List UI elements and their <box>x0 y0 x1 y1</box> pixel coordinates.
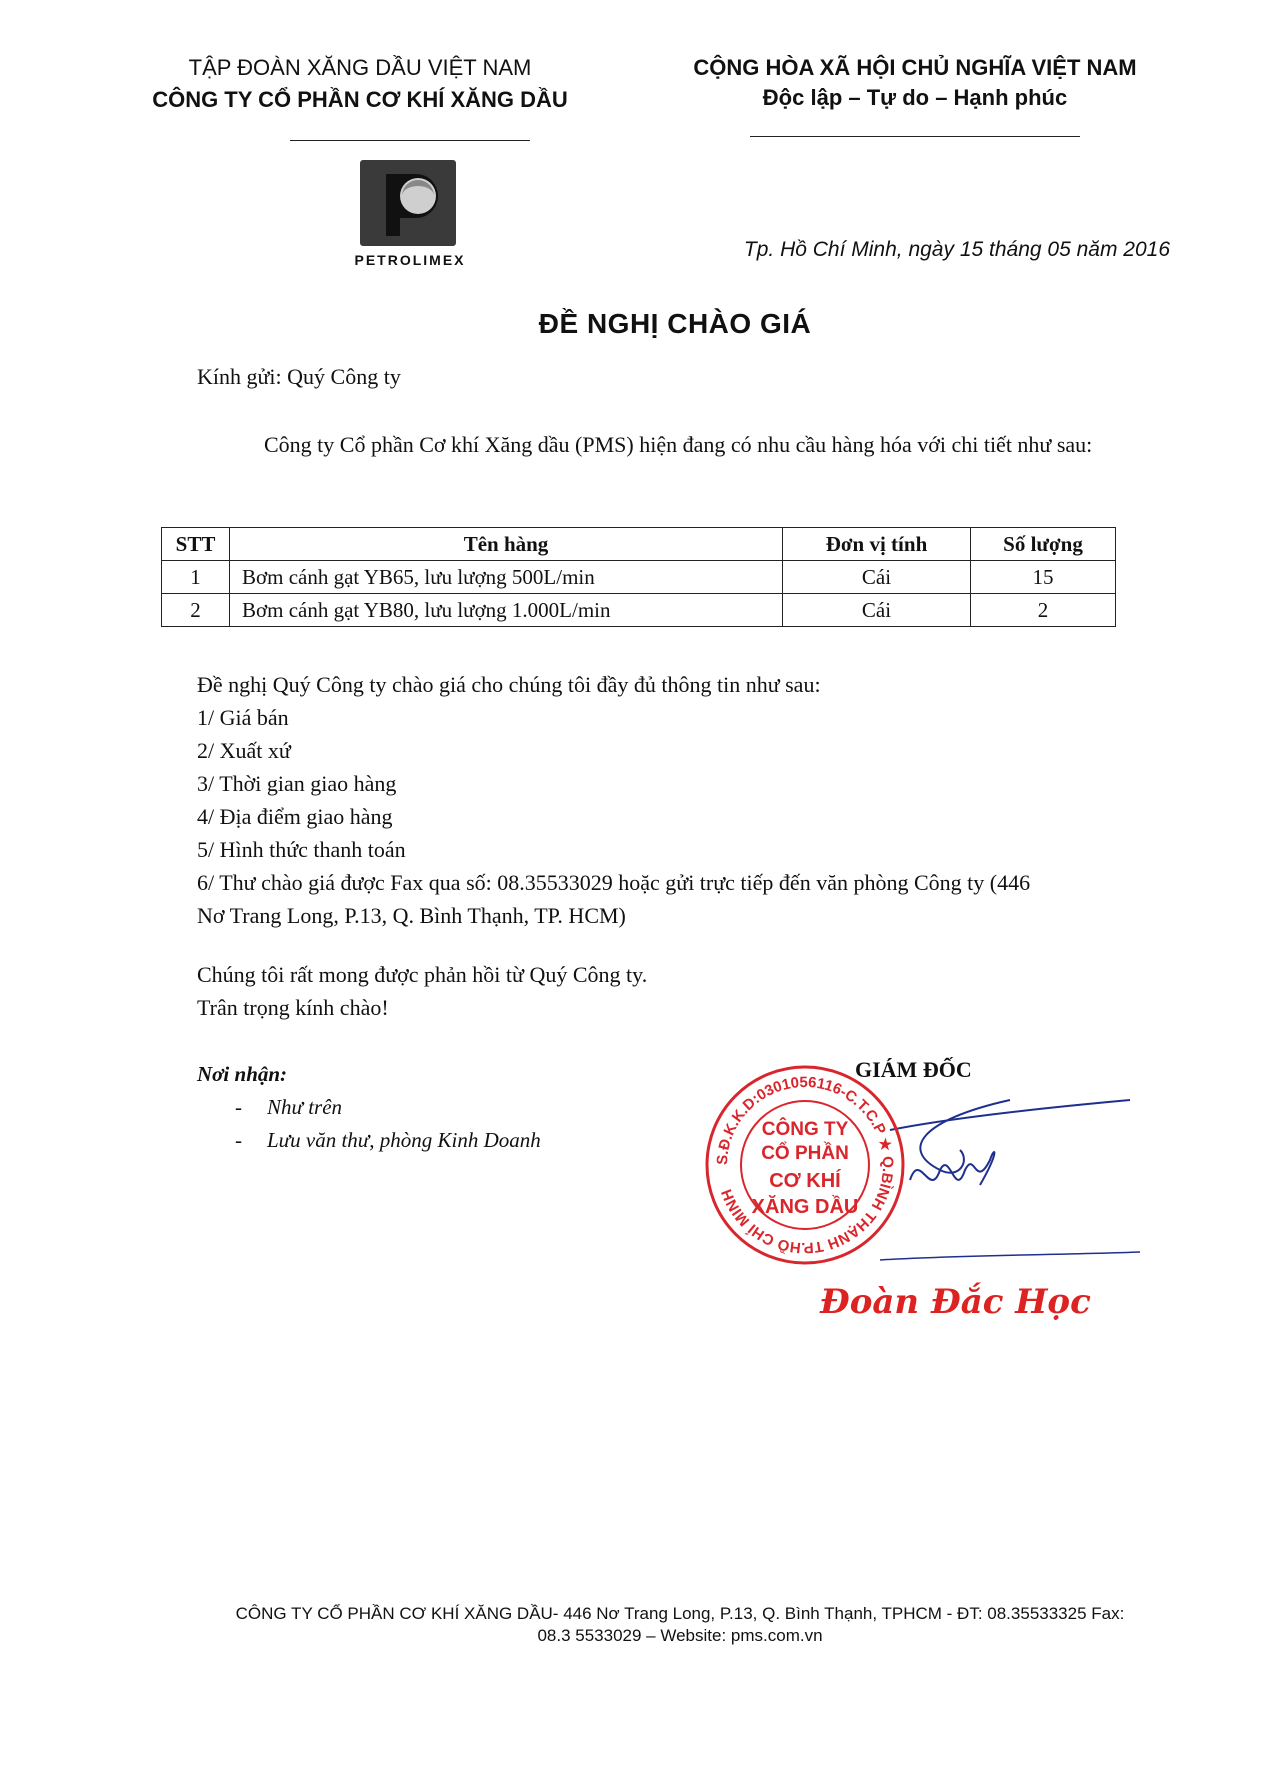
table-row <box>162 561 1116 594</box>
document-title: ĐỀ NGHỊ CHÀO GIÁ <box>538 308 812 339</box>
closing <box>197 958 647 1024</box>
header-rule-left <box>290 140 530 141</box>
company-stamp <box>700 1060 910 1270</box>
col-header-unit: Đơn vị tính <box>783 528 971 561</box>
stamp-text: CƠ KHÍ <box>769 1170 841 1192</box>
intro-paragraph: Công ty Cổ phần Cơ khí Xăng dầu (PMS) hiện đang có nhu cầu hàng hóa với chi tiết như sau: <box>264 432 1093 457</box>
header-rule-right <box>750 136 1080 137</box>
cell-quantity: 15 <box>971 561 1116 594</box>
footer-line: CÔNG TY CỔ PHẦN CƠ KHÍ XĂNG DẦU- 446 Nơ Trang Long, P.13, Q. Bình Thạnh, TPHCM - ĐT: 08.35533325 Fax: <box>235 1604 1125 1623</box>
cell-item-name: Bơm cánh gạt YB80, lưu lượng 1.000L/min <box>230 594 783 627</box>
list-dash: - <box>235 1128 242 1152</box>
request-intro: Đề nghị Quý Công ty chào giá cho chúng tôi đầy đủ thông tin như sau: <box>197 672 821 697</box>
issuer-group: TẬP ĐOÀN XĂNG DẦU VIỆT NAM <box>188 55 532 80</box>
recipients-heading: Nơi nhận: <box>197 1062 288 1086</box>
col-header-stt: STT <box>162 528 230 561</box>
greeting: Kính gửi: Quý Công ty <box>197 364 401 389</box>
request-item: 4/ Địa điểm giao hàng <box>197 804 393 829</box>
request-section <box>197 668 1157 932</box>
recipients <box>197 1058 541 1157</box>
cell-stt: 2 <box>162 594 230 627</box>
logo-wordmark: PETROLIMEX <box>354 252 466 268</box>
stamp-text: CỔ PHẦN <box>761 1143 849 1164</box>
issuer-header <box>150 55 570 113</box>
stamp-text: XĂNG DẦU <box>751 1196 859 1218</box>
signer-role: GIÁM ĐỐC <box>855 1057 972 1082</box>
table-header-row <box>162 528 1116 561</box>
cell-stt: 1 <box>162 561 230 594</box>
request-item-continued: Nơ Trang Long, P.13, Q. Bình Thạnh, TP. HCM) <box>197 903 626 928</box>
handwritten-signature <box>880 1090 1140 1270</box>
signer-name: Đoàn Đắc Học <box>820 1282 1091 1322</box>
national-title: CỘNG HÒA XÃ HỘI CHỦ NGHĨA VIỆT NAM <box>693 55 1137 80</box>
stamp-text: CÔNG TY <box>761 1119 849 1140</box>
items-table <box>161 527 1116 627</box>
request-item: 3/ Thời gian giao hàng <box>197 771 397 796</box>
request-item: 1/ Giá bán <box>197 705 289 730</box>
col-header-item-name: Tên hàng <box>230 528 783 561</box>
table-row <box>162 594 1116 627</box>
closing-salutation: Trân trọng kính chào! <box>197 995 389 1020</box>
petrolimex-logo <box>360 160 456 246</box>
request-item: 5/ Hình thức thanh toán <box>197 837 406 862</box>
cell-quantity: 2 <box>971 594 1116 627</box>
cell-item-name: Bơm cánh gạt YB65, lưu lượng 500L/min <box>230 561 783 594</box>
request-item: 6/ Thư chào giá được Fax qua số: 08.35533029 hoặc gửi trực tiếp đến văn phòng Công ty (446 <box>197 870 1031 895</box>
request-item: 2/ Xuất xứ <box>197 738 291 763</box>
footer <box>190 1603 1170 1647</box>
col-header-quantity: Số lượng <box>971 528 1116 561</box>
list-dash: - <box>235 1095 242 1119</box>
recipient-text: Lưu văn thư, phòng Kinh Doanh <box>267 1128 541 1152</box>
cell-unit: Cái <box>783 594 971 627</box>
recipient-item <box>197 1091 541 1124</box>
footer-line: 08.3 5533029 – Website: pms.com.vn <box>537 1626 823 1645</box>
place-date: Tp. Hồ Chí Minh, ngày 15 tháng 05 năm 2016 <box>743 238 1170 261</box>
stamp-ring-text: S.Đ.K.K.D:0301056116-C.T.C.P ★ Q.BÌNH THẠNH TP.HỒ CHÍ MINH <box>713 1073 897 1257</box>
cell-unit: Cái <box>783 561 971 594</box>
closing-line: Chúng tôi rất mong được phản hồi từ Quý Công ty. <box>197 962 648 987</box>
issuer-company: CÔNG TY CỔ PHẦN CƠ KHÍ XĂNG DẦU <box>152 87 568 112</box>
recipient-item <box>197 1124 541 1157</box>
national-motto: Độc lập – Tự do – Hạnh phúc <box>762 85 1068 110</box>
national-header <box>660 55 1170 111</box>
recipient-text: Như trên <box>267 1095 343 1119</box>
